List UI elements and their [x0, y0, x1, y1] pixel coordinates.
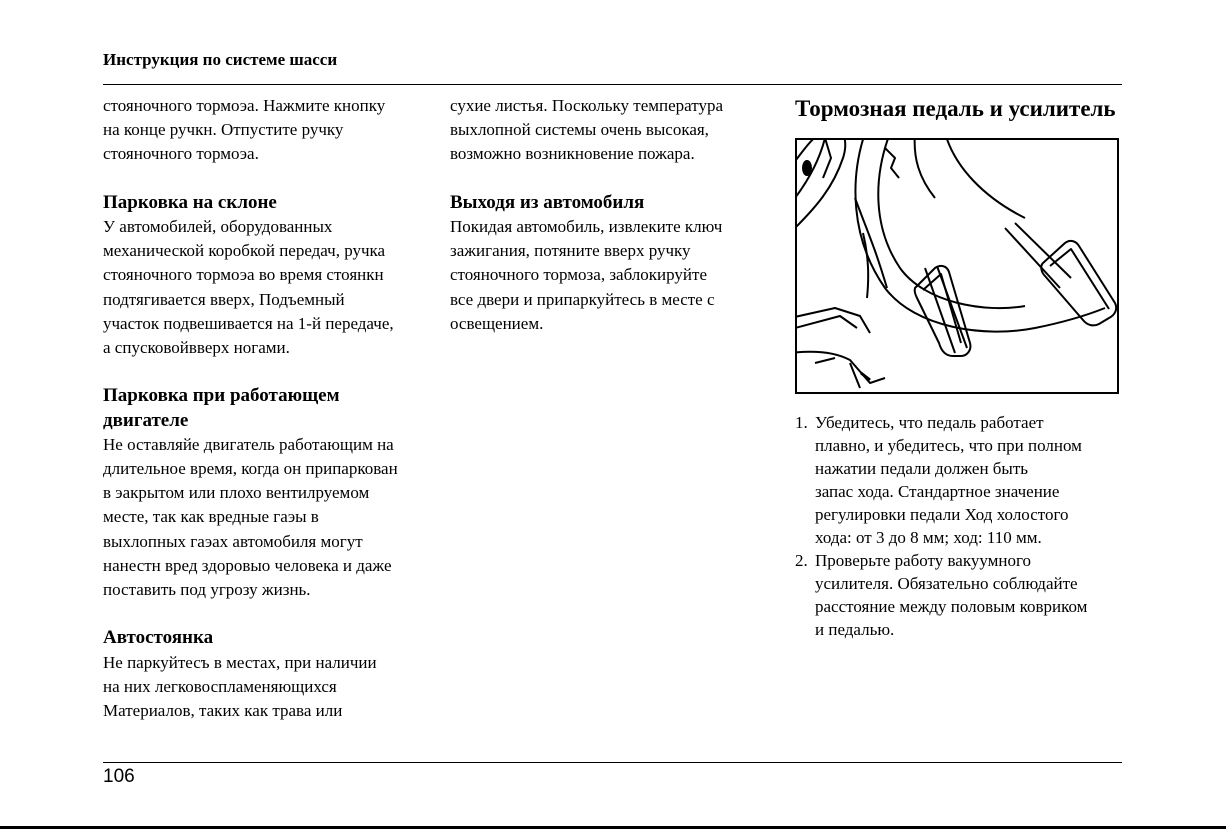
text-line: хода: от 3 до 8 мм; ход: 110 мм.	[815, 528, 1042, 547]
text-line: нанестн вред здоровыо человека и даже	[103, 555, 392, 575]
text-line: Проверьте работу вакуумного	[815, 551, 1032, 570]
step-number: 1.	[795, 413, 808, 432]
text-line: возможно возникновение пожара.	[450, 144, 695, 164]
parking-lot-paragraph	[103, 651, 443, 724]
text-line: выхлопной системы очень высокая,	[450, 120, 709, 140]
text-line: стояночного тормоэа. Нажмите кнопку	[103, 96, 386, 115]
text-line: Покидая автомобиль, извлеките ключ	[450, 217, 723, 236]
text-line: усилителя. Обязательно соблюдайте	[815, 574, 1078, 593]
engine-running-heading-cont: двигателе	[103, 409, 189, 431]
text-line: на конце ручкн. Отпустите ручку	[103, 120, 344, 140]
header-rule	[103, 84, 1122, 85]
engine-running-paragraph	[103, 433, 443, 602]
text-line: плавно, и убедитесь, что при полном	[815, 436, 1082, 455]
text-line: освещением.	[450, 313, 544, 333]
parking-lot-heading: Автостоянка	[103, 627, 214, 649]
slope-heading: Парковка на склоне	[103, 191, 277, 213]
text-line: месте, так как вредные гаэы в	[103, 507, 319, 527]
text-line: участок подвешивается на 1-й передаче,	[103, 313, 394, 333]
intro-paragraph	[450, 94, 770, 167]
intro-paragraph	[103, 94, 443, 167]
text-line: поставить под угрозу жизнь.	[103, 580, 311, 600]
text-line: Убедитесь, что педаль работает	[815, 413, 1044, 432]
slope-paragraph	[103, 215, 443, 360]
text-line: У автомобилей, оборудованных	[103, 217, 333, 236]
exiting-heading: Выходя из автомобиля	[450, 191, 645, 213]
text-line: расстояние между половым ковриком	[815, 597, 1088, 616]
exiting-paragraph	[450, 215, 770, 336]
list-item	[795, 549, 1087, 641]
text-line: все двери и припаркуйтесь в месте с	[450, 289, 715, 309]
page-number: 106	[103, 766, 135, 787]
steps-list	[795, 411, 1087, 641]
text-line: нажатии педали должен быть	[815, 459, 1029, 478]
text-line: запас хода. Стандартное значение	[815, 482, 1060, 501]
footer-rule	[103, 762, 1122, 763]
text-line: зажигания, потяните вверх ручку	[450, 241, 691, 261]
text-line: на них легковоспламеняющихся	[103, 676, 337, 696]
text-line: стояночного тормоза, заблокируйте	[450, 265, 707, 285]
text-line: а спусковойвверх ногами.	[103, 338, 290, 358]
text-line: и педалью.	[815, 620, 895, 639]
section-title: Тормозная педаль и усилитель	[795, 96, 1116, 121]
text-line: механической коробкой передач, ручка	[103, 241, 386, 261]
text-line: подтягивается вверх, Подъемный	[103, 289, 345, 309]
text-line: стояночного тормоэа.	[103, 144, 259, 164]
column-1	[103, 94, 443, 723]
text-line: Не паркуйтесъ в местах, при наличии	[103, 652, 377, 672]
text-line: стояночного тормоэа во время стоянкн	[103, 265, 384, 285]
text-line: Не оставляйе двигатель работающим на	[103, 434, 394, 454]
text-line: Материалов, таких как трава или	[103, 701, 343, 721]
column-2	[450, 94, 770, 336]
list-item	[795, 411, 1087, 549]
text-line: выхлопных гаэах автомобиля могут	[103, 531, 363, 551]
header-title: Инструкция по системе шасси	[103, 50, 338, 69]
text-line: длительное время, когда он припаркован	[103, 459, 398, 479]
text-line: сухие листья. Поскольку температура	[450, 96, 723, 115]
text-line: в эакрытом или плохо вентилруемом	[103, 483, 370, 503]
engine-running-heading: Парковка при работающем	[103, 385, 340, 407]
step-number: 2.	[795, 551, 808, 570]
text-line: регулировки педали Ход холостого	[815, 505, 1069, 524]
brake-pedal-illustration	[795, 138, 1119, 394]
